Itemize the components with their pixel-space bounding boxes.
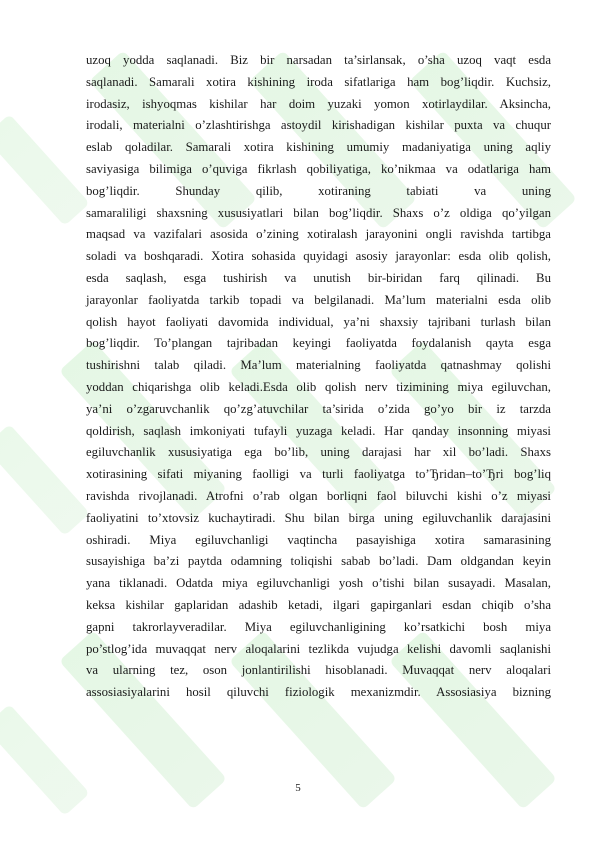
watermark-stripe (0, 424, 90, 536)
page-number: 5 (295, 782, 301, 794)
text-line: oshiradi. Miya egiluvchanligi vaqtincha pasayishiga xotira samarasining (86, 532, 551, 547)
text-line: qoldirish, saqlash imkoniyati tufayli yuzaga keladi. Har qanday insonning miyasi (86, 423, 551, 438)
text-line: bog’liqdir. Shunday qilib, xotiraning tabiati va uning (86, 183, 551, 198)
text-line: susayishiga ba’zi paytda odamning toliqishi sabab bo’ladi. Dam oldgandan keyin (86, 554, 551, 569)
text-line: yana tiklanadi. Odatda miya egiluvchanligi yosh o’tishi bilan susayadi. Masalan, (86, 576, 551, 591)
text-line: eslab qoladilar. Samarali xotira kishining umumiy madaniyatiga uning aqliy (86, 140, 551, 155)
text-line: maqsad va vazifalari asosida o’zining xotiralash jarayonini ongli ravishda tartibga (86, 227, 551, 242)
text-line: qolish hayot faoliyati davomida individual, ya’ni shaxsiy tajribani turlash bilan (86, 314, 551, 329)
text-line: saviyasiga bilimiga o’quviga fikrlash qobiliyatiga, ko’nikmaa va odatlariga ham (86, 161, 551, 176)
text-line: faoliyatini to’xtovsiz kuchaytiradi. Shu bilan birga uning egiluvchanlik darajasini (86, 510, 551, 525)
text-line: saqlanadi. Samarali xotira kishining iroda sifatlariga ham bog’liqdir. Kuchsiz, (86, 74, 551, 89)
text-line: xotirasining sifati miyaning faolligi va turli faoliyatga to’Ђridan–to’Ђri bog’liq (86, 467, 551, 482)
text-line: bog’liqdir. To’plangan tajribadan keyingi faoliyatda foydalanish qayta esga (86, 336, 551, 351)
text-line: irodali, materialni o’zlashtirishga astoydil kirishadigan kishilar puxta va chuqur (86, 118, 551, 133)
text-line: samaraliligi shaxsning xususiyatlari bilan bog’liqdir. Shaxs o’z oldiga qo’yilgan (86, 205, 551, 220)
text-line: irodasiz, ishyoqmas kishilar har doim yuzaki yomon xotirlaydilar. Aksincha, (86, 96, 551, 111)
text-line: tushirishni talab qiladi. Ma’lum materialning faoliyatda qatnashmay qolishi (86, 358, 551, 373)
text-line: gapni takrorlayveradilar. Miya egiluvchanligining ko’rsatkichi bosh miya (86, 619, 551, 634)
text-line: va ularning tez, oson jonlantirilishi hisoblanadi. Muvaqqat nerv aloqalari (86, 663, 551, 678)
text-line: keksa kishilar gaplaridan adashib ketadi, ilgari gapirganlari esdan chiqib o’sha (86, 597, 551, 612)
text-line: uzoq yodda saqlanadi. Biz bir narsadan ta’sirlansak, o’sha uzoq vaqt esda (86, 53, 551, 67)
text-line: ravishda rivojlanadi. Atrofni o’rab olgan borliqni faol biluvchi kishi o’z miyasi (86, 488, 551, 503)
watermark-stripe (0, 114, 90, 226)
watermark-stripe (0, 704, 90, 816)
text-line: assosiasiyalarini hosil qiluvchi fiziologik mexanizmdir. Assosiasiya bizning (86, 685, 551, 700)
text-line: yoddan chiqarishga olib keladi.Esda olib qolish nerv tizimining miya egiluvchan, (86, 379, 551, 394)
text-line: esda saqlash, esga tushirish va unutish bir-biridan farq qilinadi. Bu (86, 270, 551, 285)
text-line: po’stlog’ida muvaqqat nerv aloqalarini tezlikda vujudga kelishi davomli saqlanishi (86, 641, 551, 656)
text-line: soladi va boshqaradi. Xotira sohasida quyidagi asosiy jarayonlar: esda olib qolish, (86, 249, 551, 264)
text-line: egiluvchanlik xususiyatiga ega bo’lib, uning darajasi har xil bo’ladi. Shaxs (86, 445, 551, 460)
body-text (86, 50, 551, 704)
text-line: ya’ni o’zgaruvchanlik qo’zg’atuvchilar ta’sirida o’zida go’yo bir iz tarzda (86, 401, 551, 416)
text-line: jarayonlar faoliyatda tarkib topadi va belgilanadi. Ma’lum materialni esda olib (86, 292, 551, 307)
